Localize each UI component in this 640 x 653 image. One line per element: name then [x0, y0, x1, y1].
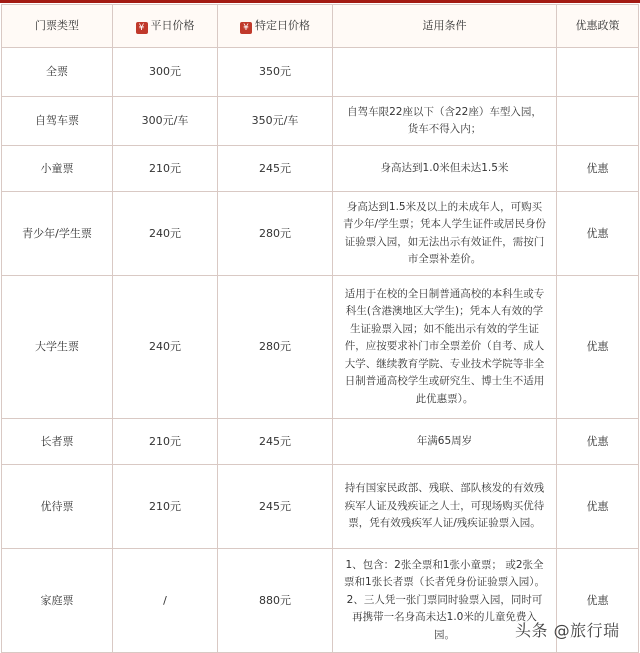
watermark: 头条 @旅行瑞	[515, 621, 620, 640]
cell-special-price: 245元	[218, 465, 333, 549]
cell-special-price: 350元/车	[218, 97, 333, 146]
table-row	[2, 97, 639, 146]
header-discount-policy: 优惠政策	[557, 5, 639, 48]
cell-policy: 优惠	[557, 192, 639, 276]
header-special-day-price	[218, 5, 333, 48]
cell-condition: 身高达到1.0米但未达1.5米	[333, 146, 557, 192]
yen-icon: ¥	[136, 22, 148, 34]
cell-special-price: 280元	[218, 192, 333, 276]
cell-weekday-price: 210元	[113, 146, 218, 192]
cell-condition: 1、包含：2张全票和1张小童票； 或2张全票和1张长者票（长者凭身份证验票入园）。 2、三人凭一张门票同时验票入园，同时可再携带一名身高未达1.0米的儿童免费入园。	[333, 549, 557, 653]
header-conditions: 适用条件	[333, 5, 557, 48]
cell-weekday-price: 210元	[113, 419, 218, 465]
header-special-label: 特定日价格	[255, 19, 310, 32]
cell-ticket-type: 优待票	[2, 465, 113, 549]
cell-policy: 优惠	[557, 549, 639, 653]
top-accent-bar	[0, 0, 640, 3]
cell-policy: 优惠	[557, 419, 639, 465]
cell-weekday-price: 210元	[113, 465, 218, 549]
table-row	[2, 419, 639, 465]
cell-weekday-price: 240元	[113, 192, 218, 276]
cell-policy	[557, 48, 639, 97]
cell-condition: 身高达到1.5米及以上的未成年人，可购买青少年/学生票；凭本人学生证件或居民身份证验票入园，如无法出示有效证件，需按门市全票补差价。	[333, 192, 557, 276]
cell-ticket-type: 自驾车票	[2, 97, 113, 146]
cell-ticket-type: 家庭票	[2, 549, 113, 653]
cell-policy: 优惠	[557, 465, 639, 549]
cell-ticket-type: 小童票	[2, 146, 113, 192]
cell-condition: 年满65周岁	[333, 419, 557, 465]
cell-weekday-price: /	[113, 549, 218, 653]
table-row	[2, 146, 639, 192]
cell-ticket-type: 大学生票	[2, 276, 113, 419]
header-ticket-type: 门票类型	[2, 5, 113, 48]
yen-icon: ¥	[240, 22, 252, 34]
cell-special-price: 350元	[218, 48, 333, 97]
cell-condition: 适用于在校的全日制普通高校的本科生或专科生(含港澳地区大学生)；凭本人有效的学生证验票入园；如不能出示有效的学生证件，应按要求补门市全票差价（自考、成人大学、继续教育学院、专业技术学院等非全日制普通高校学生或研究生、博士生不适用此优惠票）。	[333, 276, 557, 419]
cell-special-price: 245元	[218, 146, 333, 192]
cell-weekday-price: 300元/车	[113, 97, 218, 146]
cell-policy	[557, 97, 639, 146]
header-weekday-label: 平日价格	[150, 19, 195, 32]
header-weekday-price	[113, 5, 218, 48]
cell-condition: 自驾车限22座以下（含22座）车型入园，货车不得入内；	[333, 97, 557, 146]
cell-ticket-type: 长者票	[2, 419, 113, 465]
cell-special-price: 880元	[218, 549, 333, 653]
cell-policy: 优惠	[557, 276, 639, 419]
cell-special-price: 245元	[218, 419, 333, 465]
table-row	[2, 48, 639, 97]
table-row	[2, 276, 639, 419]
cell-ticket-type: 全票	[2, 48, 113, 97]
table-header-row	[2, 5, 639, 48]
table-row	[2, 192, 639, 276]
cell-condition: 持有国家民政部、残联、部队核发的有效残疾军人证及残疾证之人士，可现场购买优待票，凭有效残疾军人证/残疾证验票入园。	[333, 465, 557, 549]
table-row	[2, 465, 639, 549]
cell-weekday-price: 300元	[113, 48, 218, 97]
ticket-price-table	[1, 4, 639, 653]
cell-ticket-type: 青少年/学生票	[2, 192, 113, 276]
cell-condition	[333, 48, 557, 97]
cell-weekday-price: 240元	[113, 276, 218, 419]
cell-special-price: 280元	[218, 276, 333, 419]
cell-policy: 优惠	[557, 146, 639, 192]
